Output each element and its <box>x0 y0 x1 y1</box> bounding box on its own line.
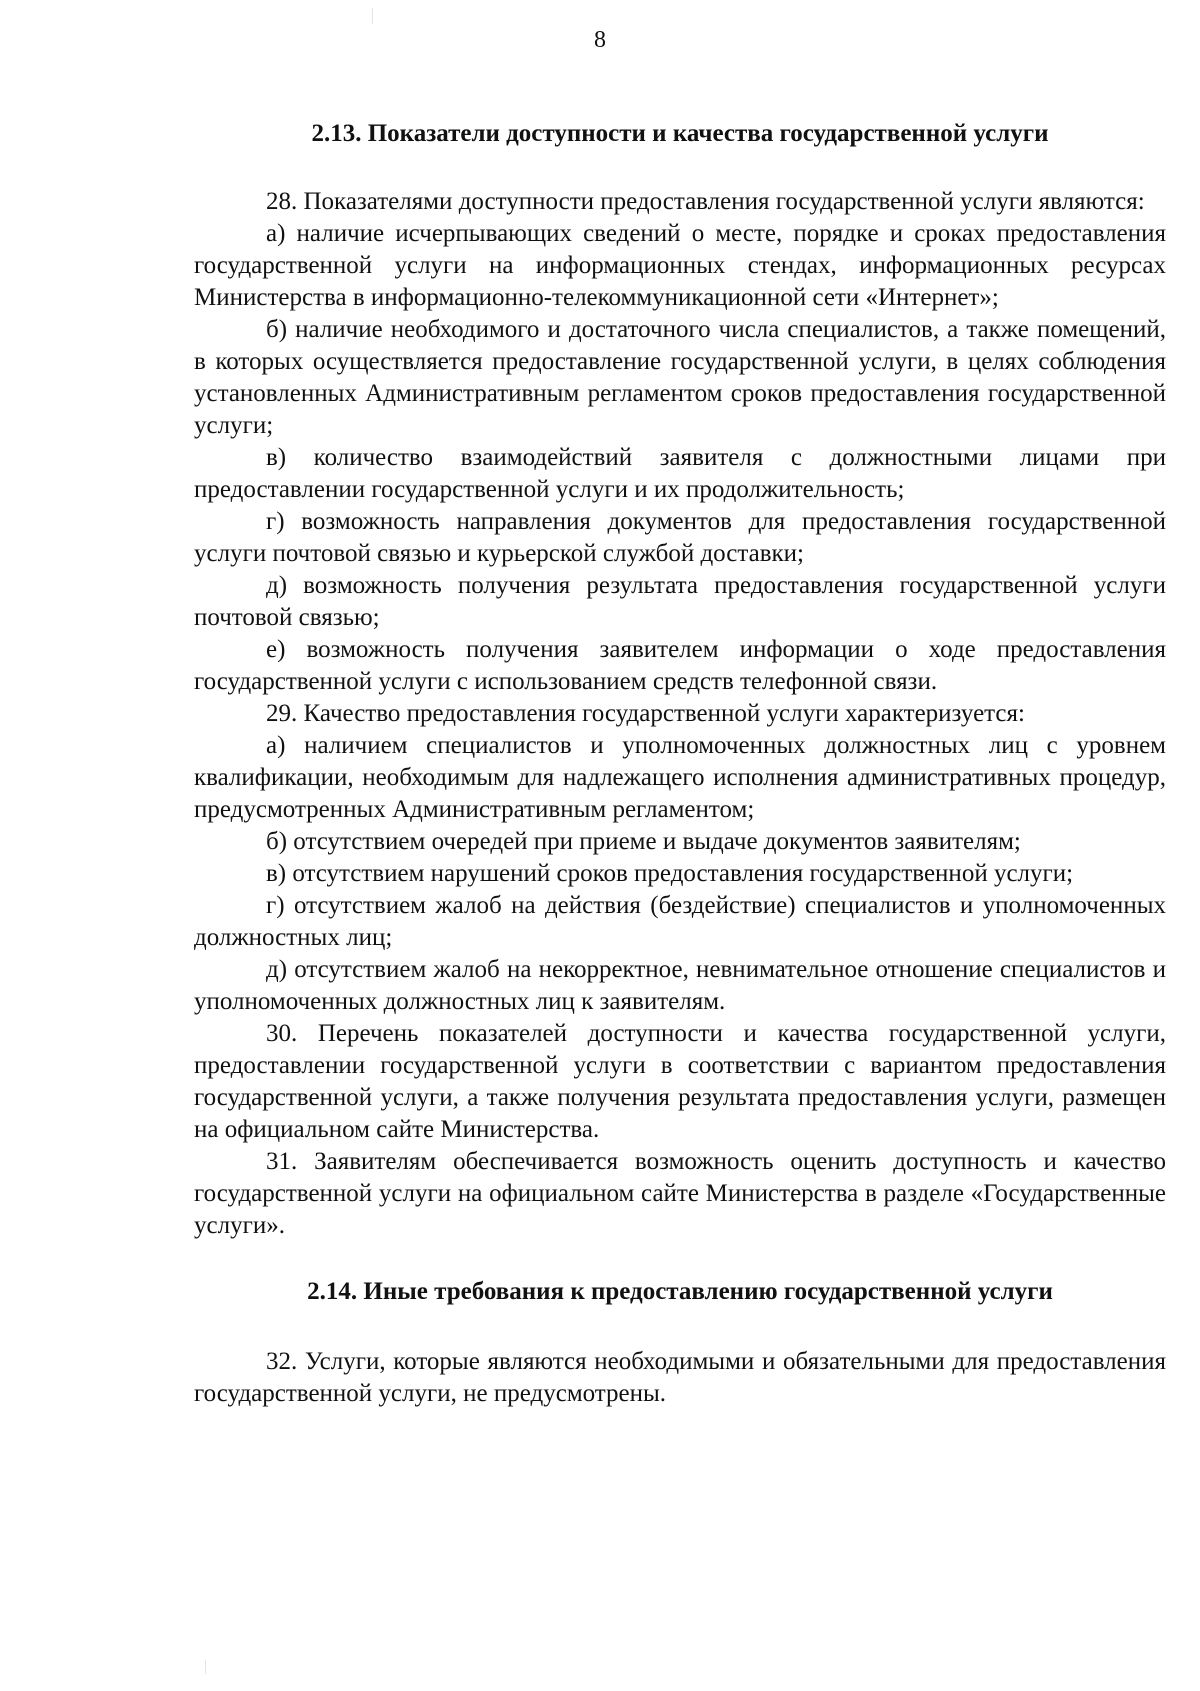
page-number: 8 <box>594 27 606 53</box>
section-heading-2-14: 2.14. Иные требования к предоставлению государственной услуги <box>307 1278 1053 1305</box>
paragraph-29a: а) наличием специалистов и уполномоченных должностных лиц с уровнем квалификации, необходимым для надлежащего исполнения административных процедур, предусмотренных Административным регламентом; <box>194 732 1166 823</box>
section-heading-2-13: 2.13. Показатели доступности и качества государственной услуги <box>311 120 1049 147</box>
paragraph-28e: е) возможность получения заявителем информации о ходе предоставления государственной услуги с использованием средств телефонной связи. <box>194 636 1166 695</box>
scan-artifact <box>205 1660 206 1674</box>
paragraph-29g: г) отсутствием жалоб на действия (бездействие) специалистов и уполномоченных должностных лиц; <box>194 892 1166 951</box>
paragraph-31: 31. Заявителям обеспечивается возможность оценить доступность и качество государственной услуги на официальном сайте Министерства в разделе «Государственные услуги». <box>194 1148 1166 1239</box>
paragraph-29b: б) отсутствием очередей при приеме и выдаче документов заявителям; <box>266 828 1021 855</box>
paragraph-29v: в) отсутствием нарушений сроков предоставления государственной услуги; <box>266 860 1074 887</box>
paragraph-28: 28. Показателями доступности предоставления государственной услуги являются: <box>266 188 1145 215</box>
paragraph-30: 30. Перечень показателей доступности и качества государственной услуги, предоставлении государственной услуги в соответствии с вариантом предоставления государственной услуги, а также получения результата предоставления услуги, размещен на официальном сайте Министерства. <box>194 1020 1166 1143</box>
paragraph-32: 32. Услуги, которые являются необходимыми и обязательными для предоставления государственной услуги, не предусмотрены. <box>194 1348 1166 1407</box>
paragraph-28g: г) возможность направления документов для предоставления государственной услуги почтовой связью и курьерской службой доставки; <box>194 508 1166 567</box>
paragraph-28d: д) возможность получения результата предоставления государственной услуги почтовой связью; <box>194 572 1166 631</box>
paragraph-28a: а) наличие исчерпывающих сведений о месте, порядке и сроках предоставления государственной услуги на информационных стендах, информационных ресурсах Министерства в информационно-телекоммуникационной сети «Интернет»; <box>194 220 1166 311</box>
paragraph-28v: в) количество взаимодействий заявителя с должностными лицами при предоставлении государственной услуги и их продолжительность; <box>194 444 1166 503</box>
scan-artifact <box>372 8 373 24</box>
paragraph-29d: д) отсутствием жалоб на некорректное, невнимательное отношение специалистов и уполномоченных должностных лиц к заявителям. <box>194 956 1166 1015</box>
paragraph-29: 29. Качество предоставления государственной услуги характеризуется: <box>266 700 1025 727</box>
document-body <box>194 118 1166 1410</box>
paragraph-28b: б) наличие необходимого и достаточного числа специалистов, а также помещений, в которых осуществляется предоставление государственной услуги, в целях соблюдения установленных Административным регламентом сроков предоставления государственной услуги; <box>194 316 1166 439</box>
